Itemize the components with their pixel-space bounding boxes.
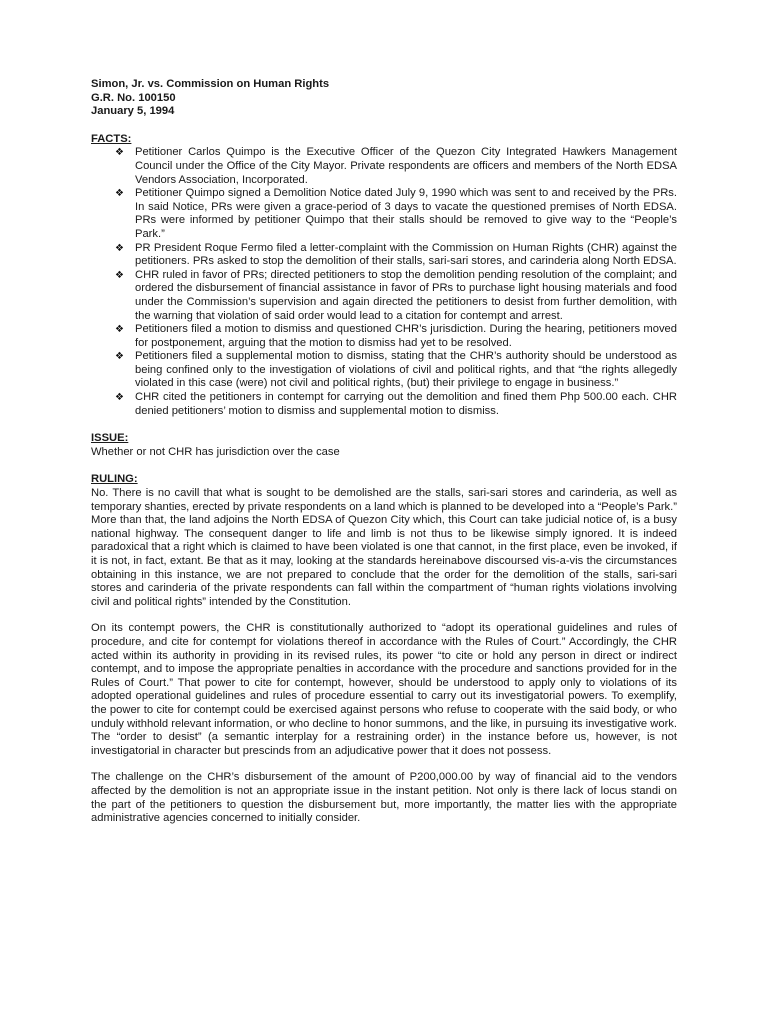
case-title: Simon, Jr. vs. Commission on Human Rights	[91, 78, 330, 90]
list-item	[91, 350, 677, 391]
ruling-paragraph: The challenge on the CHR’s disbursement of the amount of P200,000.00 by way of financial aid to the vendors affected by the demolition is not an appropriate issue in the instant petition. Not only is there lack of locus standi on the part of the petitioners to question the disbursement but, more importantly, the matter lies with the appropriate administrative agencies concerned to initially consider.	[91, 771, 677, 825]
fact-text: Petitioner Carlos Quimpo is the Executive Officer of the Quezon City Integrated Hawkers Management Council under the Office of the City Mayor. Private respondents are officers and members of the North EDSA Vendors Association, Incorporated.	[135, 146, 677, 186]
diamond-bullet-icon: ❖	[115, 242, 124, 254]
list-item	[91, 391, 677, 418]
facts-heading: FACTS:	[91, 132, 132, 145]
case-header	[91, 78, 677, 119]
diamond-bullet-icon: ❖	[115, 324, 124, 336]
ruling-heading: RULING:	[91, 473, 138, 486]
diamond-bullet-icon: ❖	[115, 188, 124, 200]
facts-list	[91, 146, 677, 418]
ruling-paragraph: On its contempt powers, the CHR is constitutionally authorized to “adopt its operational guidelines and rules of procedure, and cite for contempt for violations thereof in accordance with the Rules of Court.” Accordingly, the CHR acted within its authority in providing in its revised rules, its power “to cite or hold any person in direct or indirect contempt, and to impose the appropriate penalties in accordance with the procedure and sanctions provided for in the Rules of Court.” That power to cite for contempt, however, should be understood to apply only to violations of its adopted operational guidelines and rules of procedure essential to carry out its investigatorial powers. To exemplify, the power to cite for contempt could be exercised against persons who refuse to cooperate with the said body, or who unduly withhold relevant information, or who decline to honor summons, and the like, in pursuing its investigative work. The “order to desist” (a semantic interplay for a restraining order) in the instance before us, however, is not investigatorial in character but prescinds from an adjudicative power that it does not possess.	[91, 622, 677, 757]
ruling-body	[91, 487, 677, 826]
list-item	[91, 269, 677, 323]
issue-heading: ISSUE:	[91, 432, 129, 445]
diamond-bullet-icon: ❖	[115, 392, 124, 404]
document-page	[91, 78, 677, 826]
gr-number: G.R. No. 100150	[91, 91, 176, 104]
fact-text: PR President Roque Fermo filed a letter-complaint with the Commission on Human Rights (CHR) against the petitioners. PRs asked to stop the demolition of their stalls, sari-sari stores, and carinderia along North EDSA.	[135, 241, 677, 268]
list-item	[91, 323, 677, 350]
issue-text: Whether or not CHR has jurisdiction over the case	[91, 445, 340, 458]
list-item	[91, 242, 677, 269]
case-date: January 5, 1994	[91, 105, 175, 118]
fact-text: Petitioners filed a motion to dismiss and questioned CHR’s jurisdiction. During the hearing, petitioners moved for postponement, arguing that the motion to dismiss had yet to be resolved.	[135, 323, 677, 349]
fact-text: CHR ruled in favor of PRs; directed petitioners to stop the demolition pending resolution of the complaint; and ordered the disbursement of financial assistance in favor of PRs to purchase light housing materials and food under the Commission’s supervision and again directed the petitioners to desist from further demolition, with the warning that violation of said order would lead to a citation for contempt and arrest.	[135, 268, 677, 322]
diamond-bullet-icon: ❖	[115, 269, 124, 281]
fact-text: Petitioners filed a supplemental motion to dismiss, stating that the CHR’s authority should be understood as being confined only to the investigation of violations of civil and political rights, and that “the rights allegedly violated in this case (were) not civil and political rights, (but) their privilege to engage in business.”	[135, 350, 677, 390]
list-item	[91, 187, 677, 241]
list-item	[91, 146, 677, 187]
fact-text: Petitioner Quimpo signed a Demolition Notice dated July 9, 1990 which was sent to and received by the PRs. In said Notice, PRs were given a grace-period of 3 days to vacate the questioned premises of North EDSA. PRs were informed by petitioner Quimpo that their stalls should be removed to give way to the “People’s Park.”	[135, 187, 677, 240]
fact-text: CHR cited the petitioners in contempt for carrying out the demolition and fined them Php 500.00 each. CHR denied petitioners’ motion to dismiss and supplemental motion to dismiss.	[135, 391, 677, 417]
diamond-bullet-icon: ❖	[115, 351, 124, 363]
diamond-bullet-icon: ❖	[115, 147, 124, 159]
ruling-paragraph: No. There is no cavill that what is sought to be demolished are the stalls, sari-sari stores and carinderia, as well as temporary shanties, erected by private respondents on a land which is planned to be developed into a “People’s Park.” More than that, the land adjoins the North EDSA of Quezon City which, this Court can take judicial notice of, is a busy national highway. The consequent danger to life and limb is not thus to be likewise simply ignored. It is indeed paradoxical that a right which is claimed to have been violated is one that cannot, in the first place, even be invoked, if it is not, in fact, extant. Be that as it may, looking at the standards hereinabove discoursed vis-a-vis the circumstances obtaining in this instance, we are not prepared to conclude that the order for the demolition of the stalls, sari-sari stores and carinderia of the private respondents can fall within the compartment of “human rights violations involving civil and political rights” intended by the Constitution.	[91, 487, 677, 608]
